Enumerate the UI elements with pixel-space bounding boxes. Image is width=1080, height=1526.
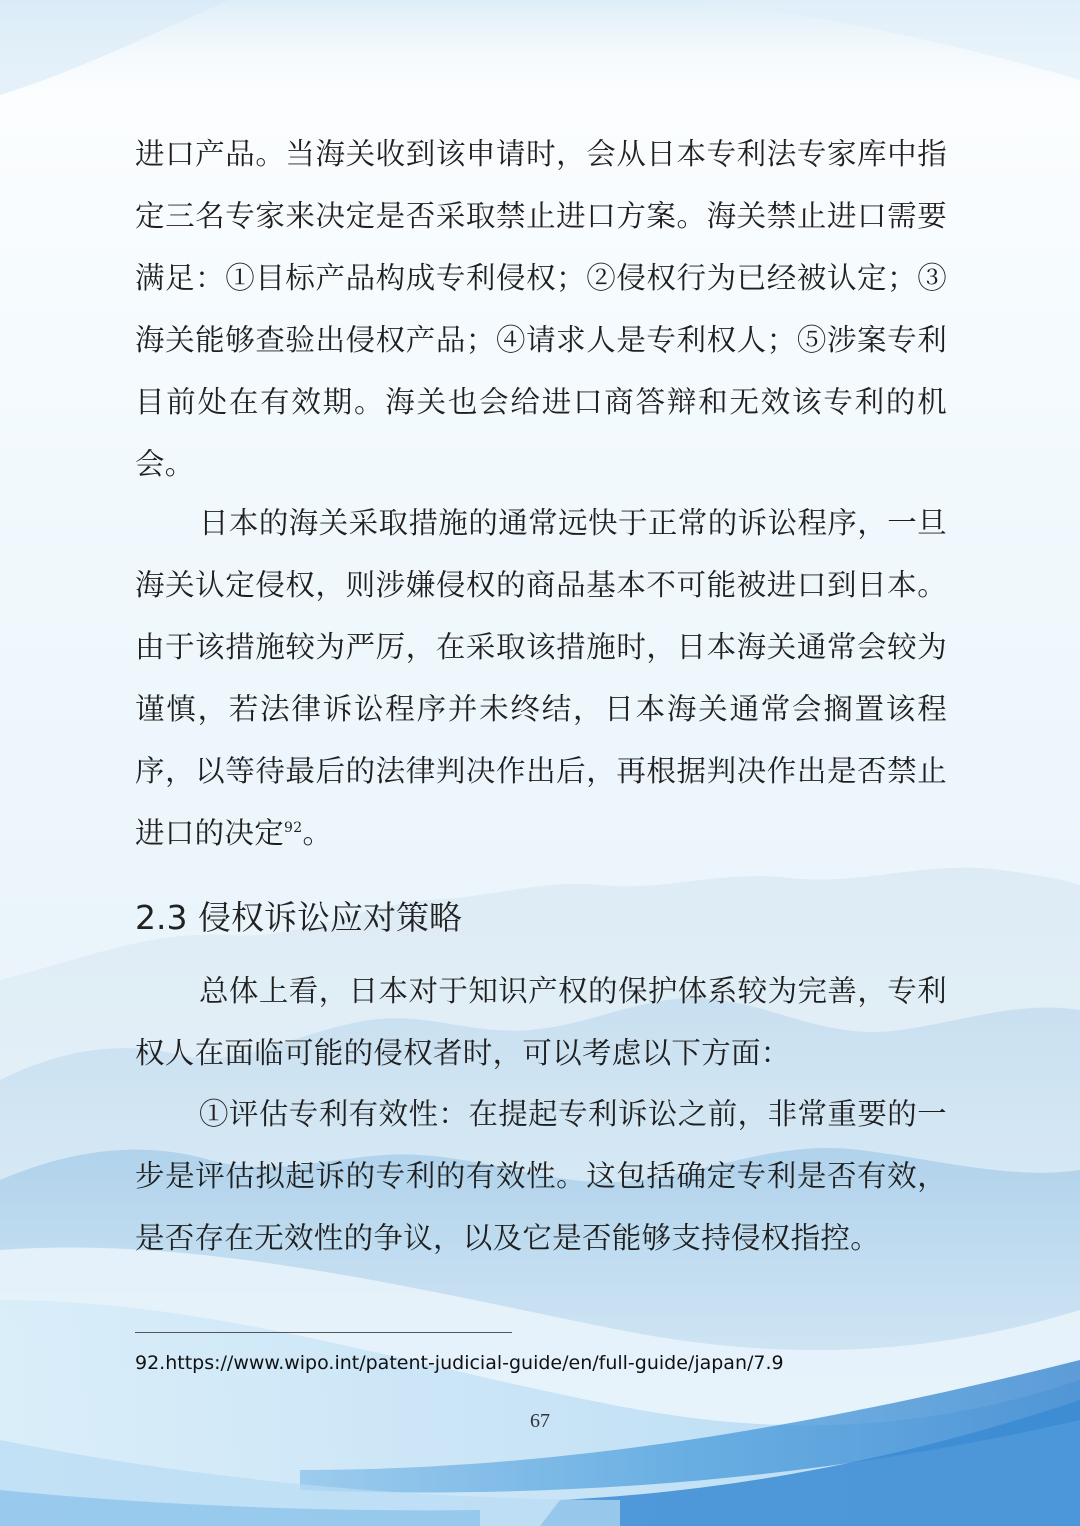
footnote-text: 92.https://www.wipo.int/patent-judicial-guide/en/full-guide/japan/7.9 <box>135 1352 784 1374</box>
body-paragraph-1: 进口产品。当海关收到该申请时，会从日本专利法专家库中指定三名专家来决定是否采取禁止进口方案。海关禁止进口需要满足：①目标产品构成专利侵权；②侵权行为已经被认定；③海关能够查验出侵权产品；④请求人是专利权人；⑤涉案专利目前处在有效期。海关也会给进口商答辩和无效该专利的机会。 <box>135 137 947 481</box>
body-paragraph-4: ①评估专利有效性：在提起专利诉讼之前，非常重要的一步是评估拟起诉的专利的有效性。这包括确定专利是否有效，是否存在无效性的争议，以及它是否能够支持侵权指控。 <box>135 1097 947 1255</box>
body-paragraph-2-text: 日本的海关采取措施的通常远快于正常的诉讼程序，一旦海关认定侵权，则涉嫌侵权的商品基本不可能被进口到日本。由于该措施较为严厉，在采取该措施时，日本海关通常会较为谨慎，若法律诉讼程序并未终结，日本海关通常会搁置该程序，以等待最后的法律判决作出后，再根据判决作出是否禁止进口的决定 <box>135 506 947 850</box>
footnote-reference: 92 <box>284 820 303 837</box>
body-paragraph-2-end: 。 <box>302 816 333 850</box>
section-heading: 2.3 侵权诉讼应对策略 <box>135 898 462 937</box>
body-paragraph-2 <box>135 492 947 864</box>
footnote-divider <box>135 1332 512 1333</box>
body-paragraph-3: 总体上看，日本对于知识产权的保护体系较为完善，专利权人在面临可能的侵权者时，可以考虑以下方面： <box>135 974 947 1070</box>
page-number: 67 <box>530 1410 550 1432</box>
